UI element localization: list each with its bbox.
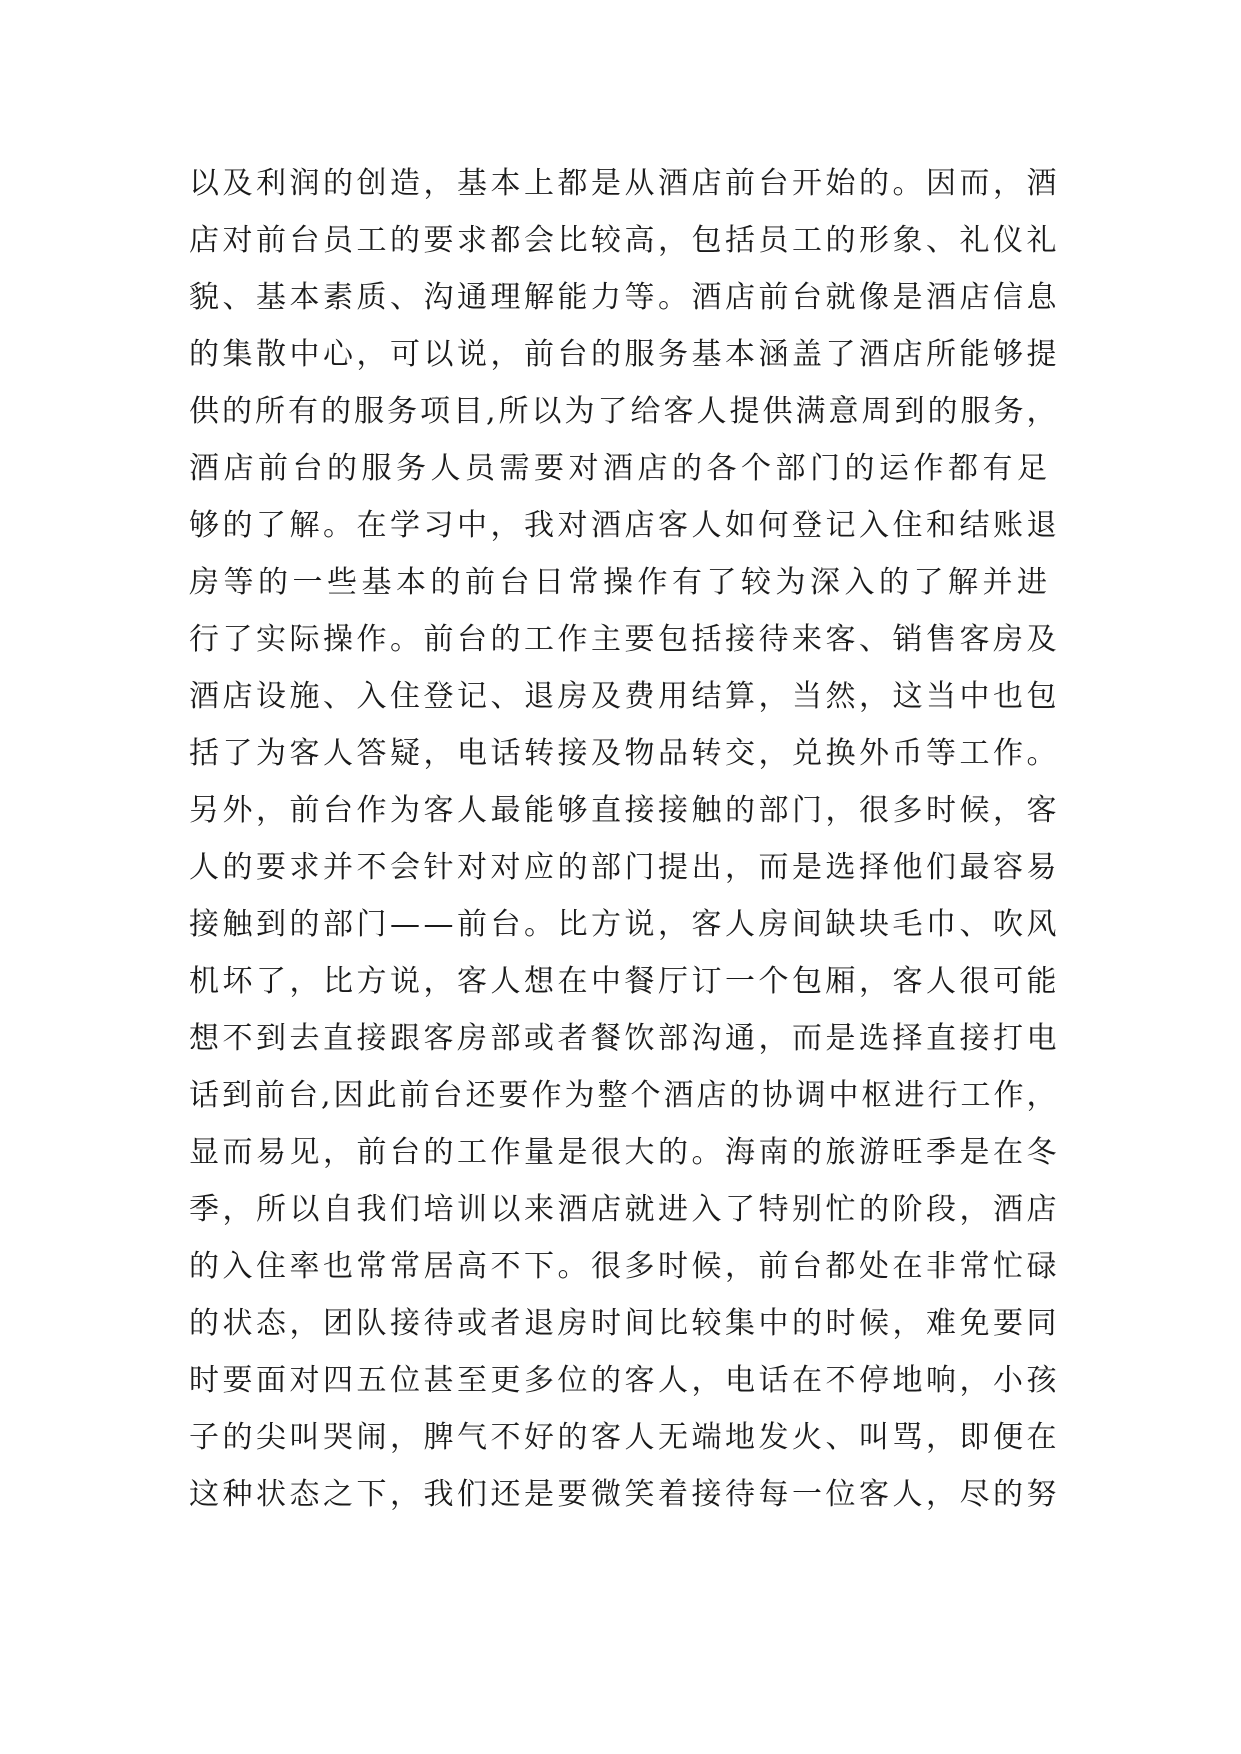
text-line: 的入住率也常常居高不下。很多时候，前台都处在非常忙碌 — [189, 1249, 1060, 1284]
text-line: 的集散中心，可以说，前台的服务基本涵盖了酒店所能够提 — [189, 337, 1060, 372]
text-line: 子的尖叫哭闹，脾气不好的客人无端地发火、叫骂，即便在 — [189, 1420, 1060, 1455]
text-line: 括了为客人答疑，电话转接及物品转交，兑换外币等工作。 — [189, 736, 1060, 771]
text-line: 貌、基本素质、沟通理解能力等。酒店前台就像是酒店信息 — [189, 280, 1060, 315]
text-line: 以及利润的创造，基本上都是从酒店前台开始的。因而，酒 — [189, 166, 1060, 201]
text-line: 供的所有的服务项目,所以为了给客人提供满意周到的服务， — [189, 394, 1060, 429]
text-line: 行了实际操作。前台的工作主要包括接待来客、销售客房及 — [189, 622, 1060, 657]
text-line: 显而易见，前台的工作量是很大的。海南的旅游旺季是在冬 — [189, 1135, 1060, 1170]
text-line: 机坏了，比方说，客人想在中餐厅订一个包厢，客人很可能 — [189, 964, 1060, 999]
text-line: 季，所以自我们培训以来酒店就进入了特别忙的阶段，酒店 — [189, 1192, 1060, 1227]
text-line: 店对前台员工的要求都会比较高，包括员工的形象、礼仪礼 — [189, 223, 1060, 258]
text-line: 酒店前台的服务人员需要对酒店的各个部门的运作都有足 — [189, 451, 1052, 486]
text-line: 酒店设施、入住登记、退房及费用结算，当然，这当中也包 — [189, 679, 1060, 714]
text-line: 另外，前台作为客人最能够直接接触的部门，很多时候，客 — [189, 793, 1060, 828]
text-line: 接触到的部门——前台。比方说，客人房间缺块毛巾、吹风 — [189, 907, 1060, 942]
text-line: 房等的一些基本的前台日常操作有了较为深入的了解并进 — [189, 565, 1052, 600]
text-line: 人的要求并不会针对对应的部门提出，而是选择他们最容易 — [189, 850, 1060, 885]
text-line: 想不到去直接跟客房部或者餐饮部沟通，而是选择直接打电 — [189, 1021, 1060, 1056]
text-line: 话到前台,因此前台还要作为整个酒店的协调中枢进行工作， — [189, 1078, 1060, 1113]
text-line: 时要面对四五位甚至更多位的客人，电话在不停地响，小孩 — [189, 1363, 1060, 1398]
text-line: 这种状态之下，我们还是要微笑着接待每一位客人，尽的努 — [189, 1477, 1060, 1512]
text-line: 够的了解。在学习中，我对酒店客人如何登记入住和结账退 — [189, 508, 1060, 543]
text-line: 的状态，团队接待或者退房时间比较集中的时候，难免要同 — [189, 1306, 1060, 1341]
body-text — [189, 155, 1069, 1523]
